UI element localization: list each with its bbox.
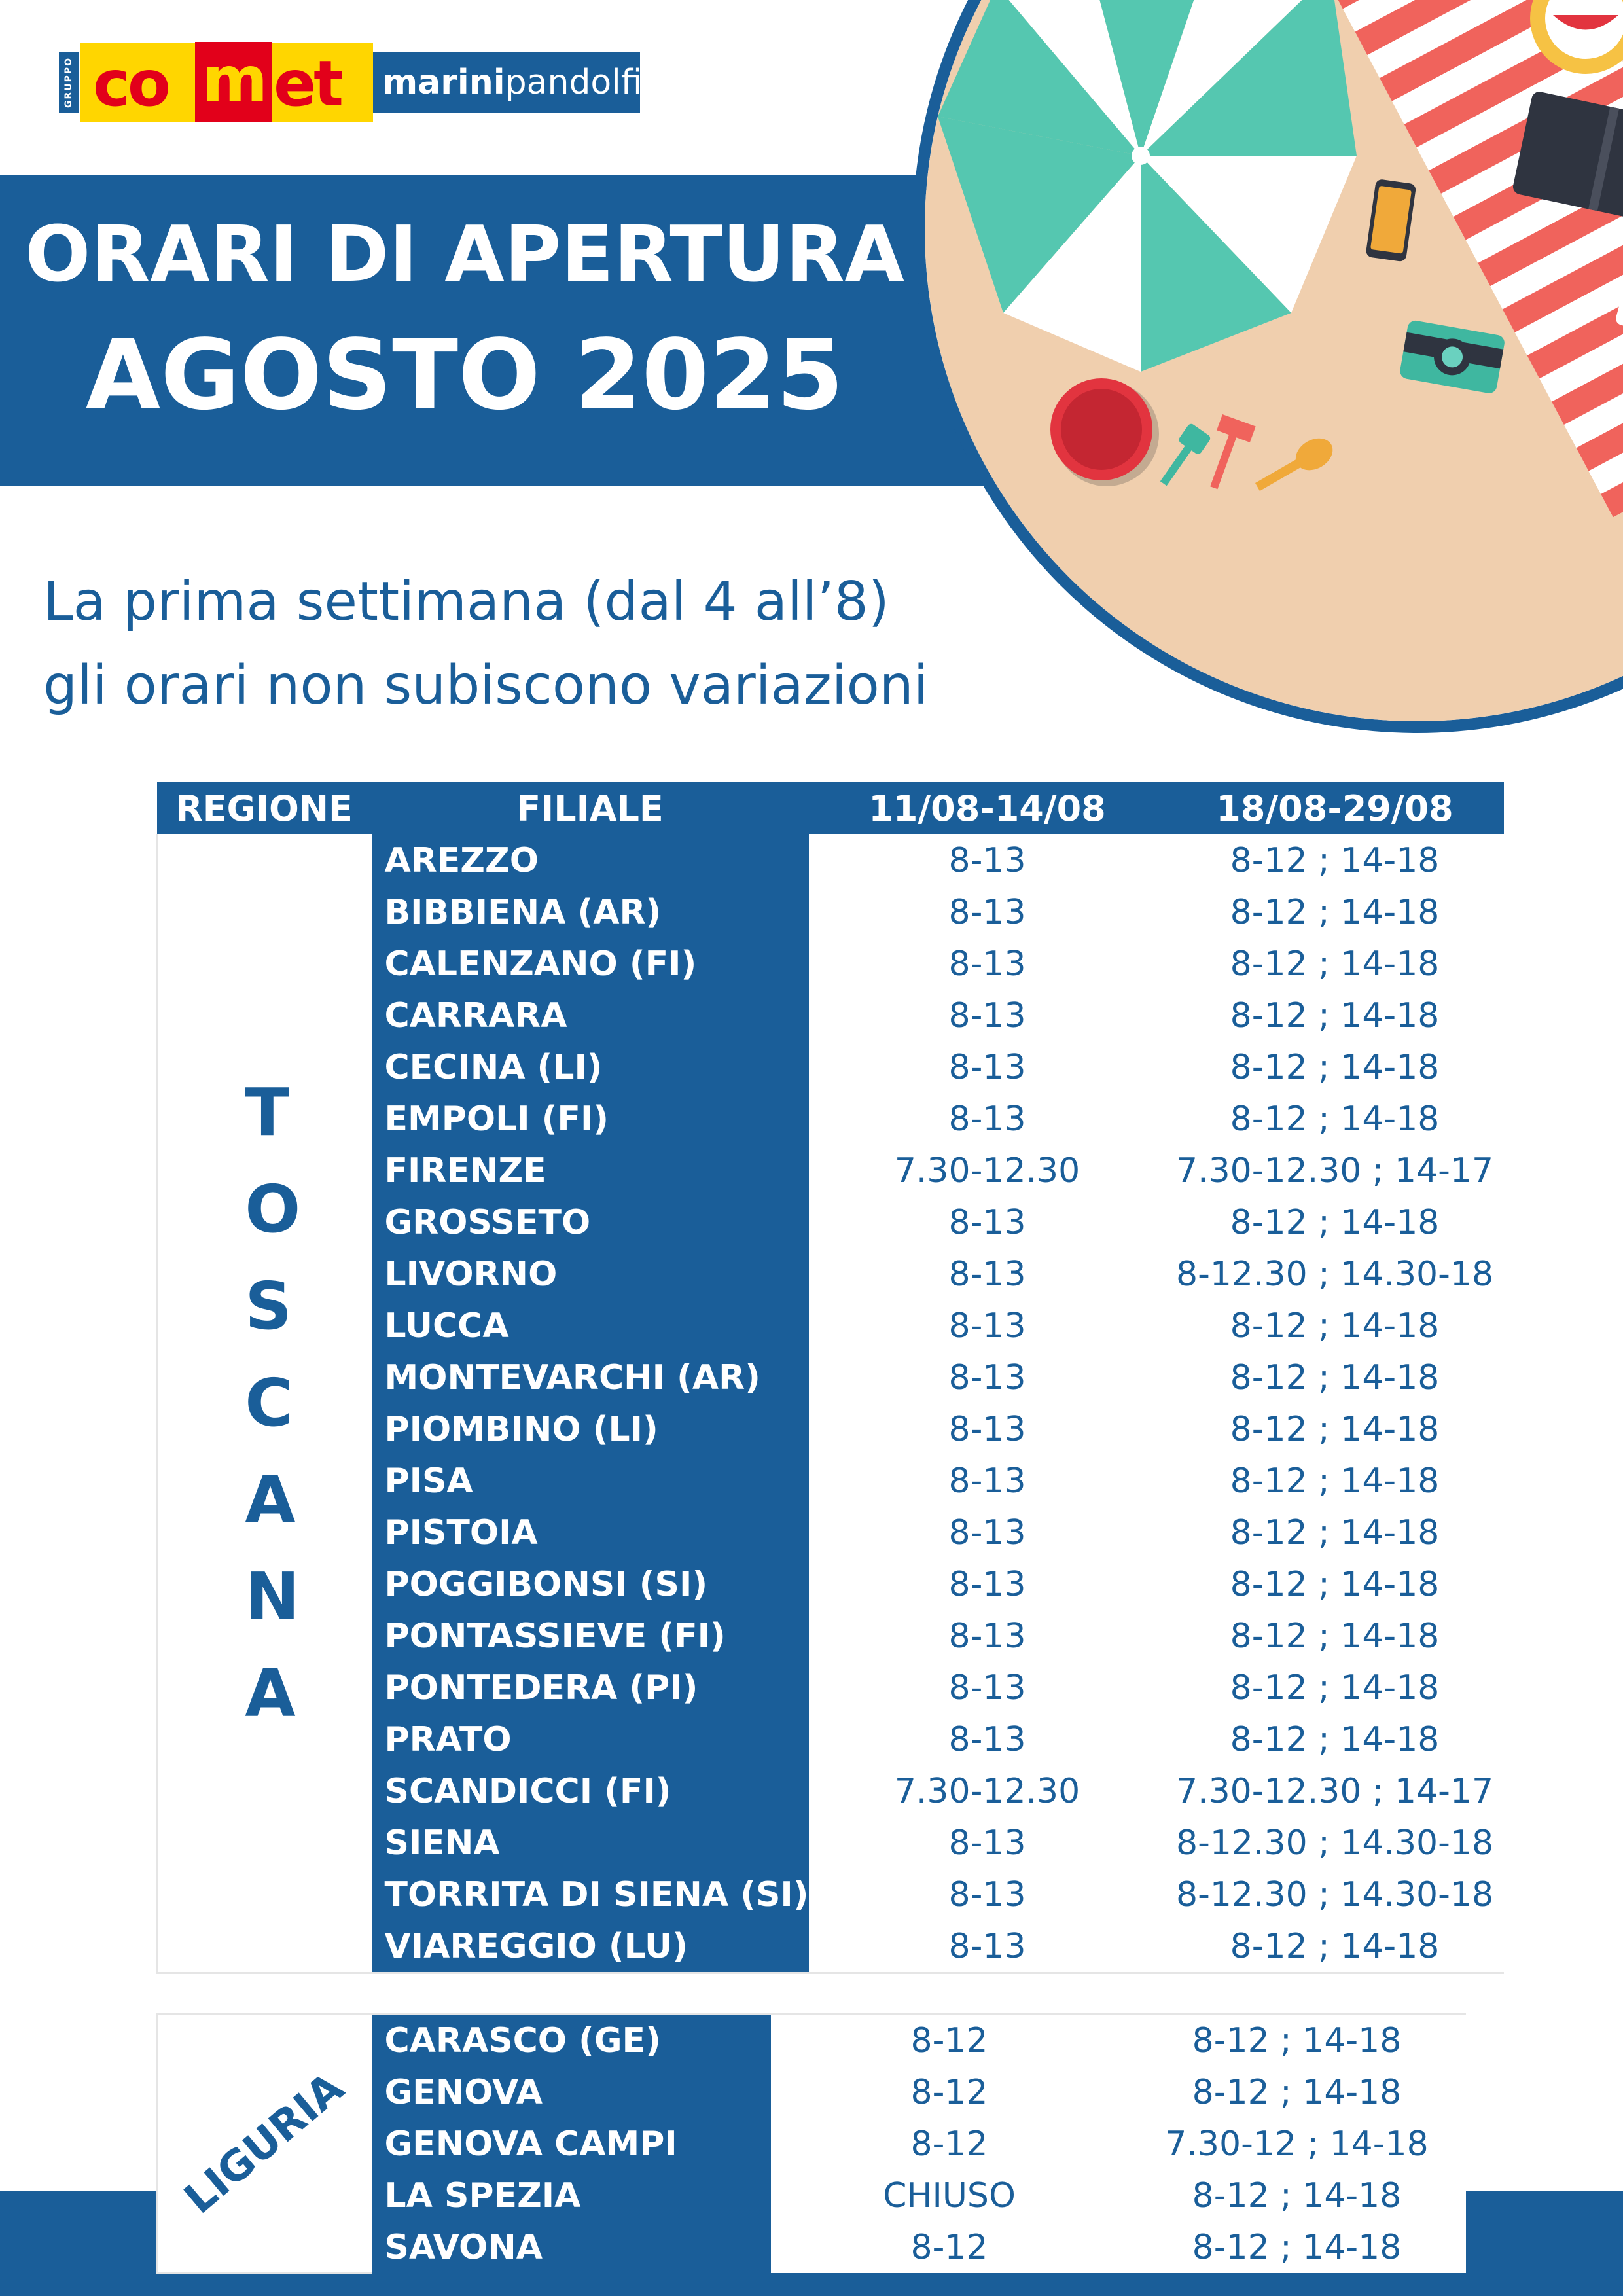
logo-comet-text-m: m xyxy=(195,42,272,122)
hours-period-1: 8-13 xyxy=(809,1403,1166,1455)
hours-period-2: 8-12 ; 14-18 xyxy=(1128,2170,1466,2221)
subtitle xyxy=(43,560,1025,728)
hours-period-2: 8-12.30 ; 14.30-18 xyxy=(1166,1248,1504,1300)
hours-period-1: 8-13 xyxy=(809,1041,1166,1093)
hours-period-1: 8-13 xyxy=(809,1558,1166,1610)
logo-marinipandolfi xyxy=(373,52,643,113)
hours-period-1: 8-13 xyxy=(809,1610,1166,1662)
hours-period-1: 8-13 xyxy=(809,886,1166,938)
hours-period-2: 8-12 ; 14-18 xyxy=(1166,1041,1504,1093)
hours-period-2: 8-12 ; 14-18 xyxy=(1166,834,1504,886)
hours-period-2: 8-12 ; 14-18 xyxy=(1166,1196,1504,1248)
hours-period-2: 8-12.30 ; 14.30-18 xyxy=(1166,1817,1504,1869)
branch-name: CECINA (LI) xyxy=(372,1041,809,1093)
hours-period-1: 8-13 xyxy=(809,938,1166,990)
logo-gruppo-label: GRUPPO xyxy=(59,52,79,113)
hours-period-1: 7.30-12.30 xyxy=(809,1765,1166,1817)
hours-period-1: 8-13 xyxy=(809,1248,1166,1300)
header-regione: REGIONE xyxy=(157,782,372,834)
branch-name: CALENZANO (FI) xyxy=(372,938,809,990)
hours-period-2: 8-12 ; 14-18 xyxy=(1166,1558,1504,1610)
branch-name: LUCCA xyxy=(372,1300,809,1352)
header-period-1: 11/08-14/08 xyxy=(809,782,1166,834)
branch-name: GROSSETO xyxy=(372,1196,809,1248)
logo-brand-light: pandolfi xyxy=(505,63,643,102)
branch-name: SCANDICCI (FI) xyxy=(372,1765,809,1817)
hours-period-1: 8-12 xyxy=(771,2118,1128,2170)
branch-name: PIOMBINO (LI) xyxy=(372,1403,809,1455)
region-name: LIGURIA xyxy=(175,2063,353,2223)
branch-name: PISA xyxy=(372,1455,809,1507)
hours-period-1: 8-13 xyxy=(809,1093,1166,1145)
logo xyxy=(59,39,643,124)
hours-period-2: 7.30-12.30 ; 14-17 xyxy=(1166,1145,1504,1196)
banner-title-line1: ORARI DI APERTURA xyxy=(25,209,904,299)
branch-name: PONTASSIEVE (FI) xyxy=(372,1610,809,1662)
subtitle-line2: gli orari non subiscono variazioni xyxy=(43,655,929,717)
hours-period-1: 8-12 xyxy=(771,2221,1128,2273)
branch-name: LA SPEZIA xyxy=(372,2170,771,2221)
table-header-row xyxy=(157,782,1504,834)
branch-name: EMPOLI (FI) xyxy=(372,1093,809,1145)
region-cell-liguria xyxy=(157,2014,372,2274)
branch-name: LIVORNO xyxy=(372,1248,809,1300)
branch-name: AREZZO xyxy=(372,834,809,886)
hours-period-1: 7.30-12.30 xyxy=(809,1145,1166,1196)
hours-period-2: 8-12 ; 14-18 xyxy=(1166,1713,1504,1765)
hours-period-2: 8-12 ; 14-18 xyxy=(1166,938,1504,990)
hours-period-2: 8-12 ; 14-18 xyxy=(1166,1455,1504,1507)
table-row xyxy=(157,2014,1466,2067)
hours-period-2: 8-12 ; 14-18 xyxy=(1166,990,1504,1041)
branch-name: GENOVA CAMPI xyxy=(372,2118,771,2170)
hours-period-1: 8-13 xyxy=(809,1196,1166,1248)
branch-name: SAVONA xyxy=(372,2221,771,2273)
header-period-2: 18/08-29/08 xyxy=(1166,782,1504,834)
logo-comet-text-end: et xyxy=(274,47,341,120)
logo-comet xyxy=(80,43,373,122)
hours-period-2: 8-12.30 ; 14.30-18 xyxy=(1166,1869,1504,1920)
subtitle-line1: La prima settimana (dal 4 all’8) xyxy=(43,571,889,633)
hours-period-2: 8-12 ; 14-18 xyxy=(1166,886,1504,938)
hours-period-1: 8-13 xyxy=(809,1300,1166,1352)
branch-name: BIBBIENA (AR) xyxy=(372,886,809,938)
schedule-table-liguria xyxy=(156,2013,1466,2274)
hours-period-2: 8-12 ; 14-18 xyxy=(1166,1662,1504,1713)
hours-period-1: 8-13 xyxy=(809,1920,1166,1973)
hours-period-1: 8-13 xyxy=(809,1713,1166,1765)
logo-comet-text-start: co xyxy=(93,47,168,120)
beach-illustration-svg xyxy=(925,0,1623,733)
hours-period-2: 8-12 ; 14-18 xyxy=(1128,2014,1466,2067)
hours-period-2: 8-12 ; 14-18 xyxy=(1166,1403,1504,1455)
region-cell-toscana xyxy=(157,834,372,1973)
title-banner xyxy=(0,175,995,486)
branch-name: CARASCO (GE) xyxy=(372,2014,771,2067)
header-filiale: FILIALE xyxy=(372,782,809,834)
branch-name: PRATO xyxy=(372,1713,809,1765)
hours-period-2: 7.30-12.30 ; 14-17 xyxy=(1166,1765,1504,1817)
region-name: TOSCANA xyxy=(245,1074,327,1732)
hours-period-1: 8-13 xyxy=(809,1455,1166,1507)
branch-name: VIAREGGIO (LU) xyxy=(372,1920,809,1973)
hours-period-2: 8-12 ; 14-18 xyxy=(1166,1920,1504,1973)
hours-period-2: 8-12 ; 14-18 xyxy=(1166,1507,1504,1558)
hours-period-1: 8-13 xyxy=(809,1352,1166,1403)
banner-title-line2: AGOSTO 2025 xyxy=(85,319,844,431)
hours-period-1: 8-13 xyxy=(809,1507,1166,1558)
hours-period-2: 8-12 ; 14-18 xyxy=(1128,2221,1466,2273)
hours-period-2: 8-12 ; 14-18 xyxy=(1128,2066,1466,2118)
branch-name: SIENA xyxy=(372,1817,809,1869)
hours-period-1: 8-13 xyxy=(809,1817,1166,1869)
schedule-table-toscana xyxy=(156,782,1504,1974)
hours-period-1: 8-13 xyxy=(809,1869,1166,1920)
logo-brand-bold: marini xyxy=(382,63,505,102)
hours-period-1: 8-12 xyxy=(771,2066,1128,2118)
hours-period-1: CHIUSO xyxy=(771,2170,1128,2221)
branch-name: TORRITA DI SIENA (SI) xyxy=(372,1869,809,1920)
branch-name: PONTEDERA (PI) xyxy=(372,1662,809,1713)
branch-name: MONTEVARCHI (AR) xyxy=(372,1352,809,1403)
branch-name: CARRARA xyxy=(372,990,809,1041)
hours-period-2: 8-12 ; 14-18 xyxy=(1166,1300,1504,1352)
table-row xyxy=(157,834,1504,886)
hours-period-2: 8-12 ; 14-18 xyxy=(1166,1610,1504,1662)
hours-period-2: 7.30-12 ; 14-18 xyxy=(1128,2118,1466,2170)
branch-name: POGGIBONSI (SI) xyxy=(372,1558,809,1610)
branch-name: PISTOIA xyxy=(372,1507,809,1558)
hours-period-1: 8-13 xyxy=(809,834,1166,886)
branch-name: GENOVA xyxy=(372,2066,771,2118)
hours-period-1: 8-12 xyxy=(771,2014,1128,2067)
hours-period-2: 8-12 ; 14-18 xyxy=(1166,1093,1504,1145)
hours-period-1: 8-13 xyxy=(809,1662,1166,1713)
branch-name: FIRENZE xyxy=(372,1145,809,1196)
hours-period-1: 8-13 xyxy=(809,990,1166,1041)
hours-period-2: 8-12 ; 14-18 xyxy=(1166,1352,1504,1403)
